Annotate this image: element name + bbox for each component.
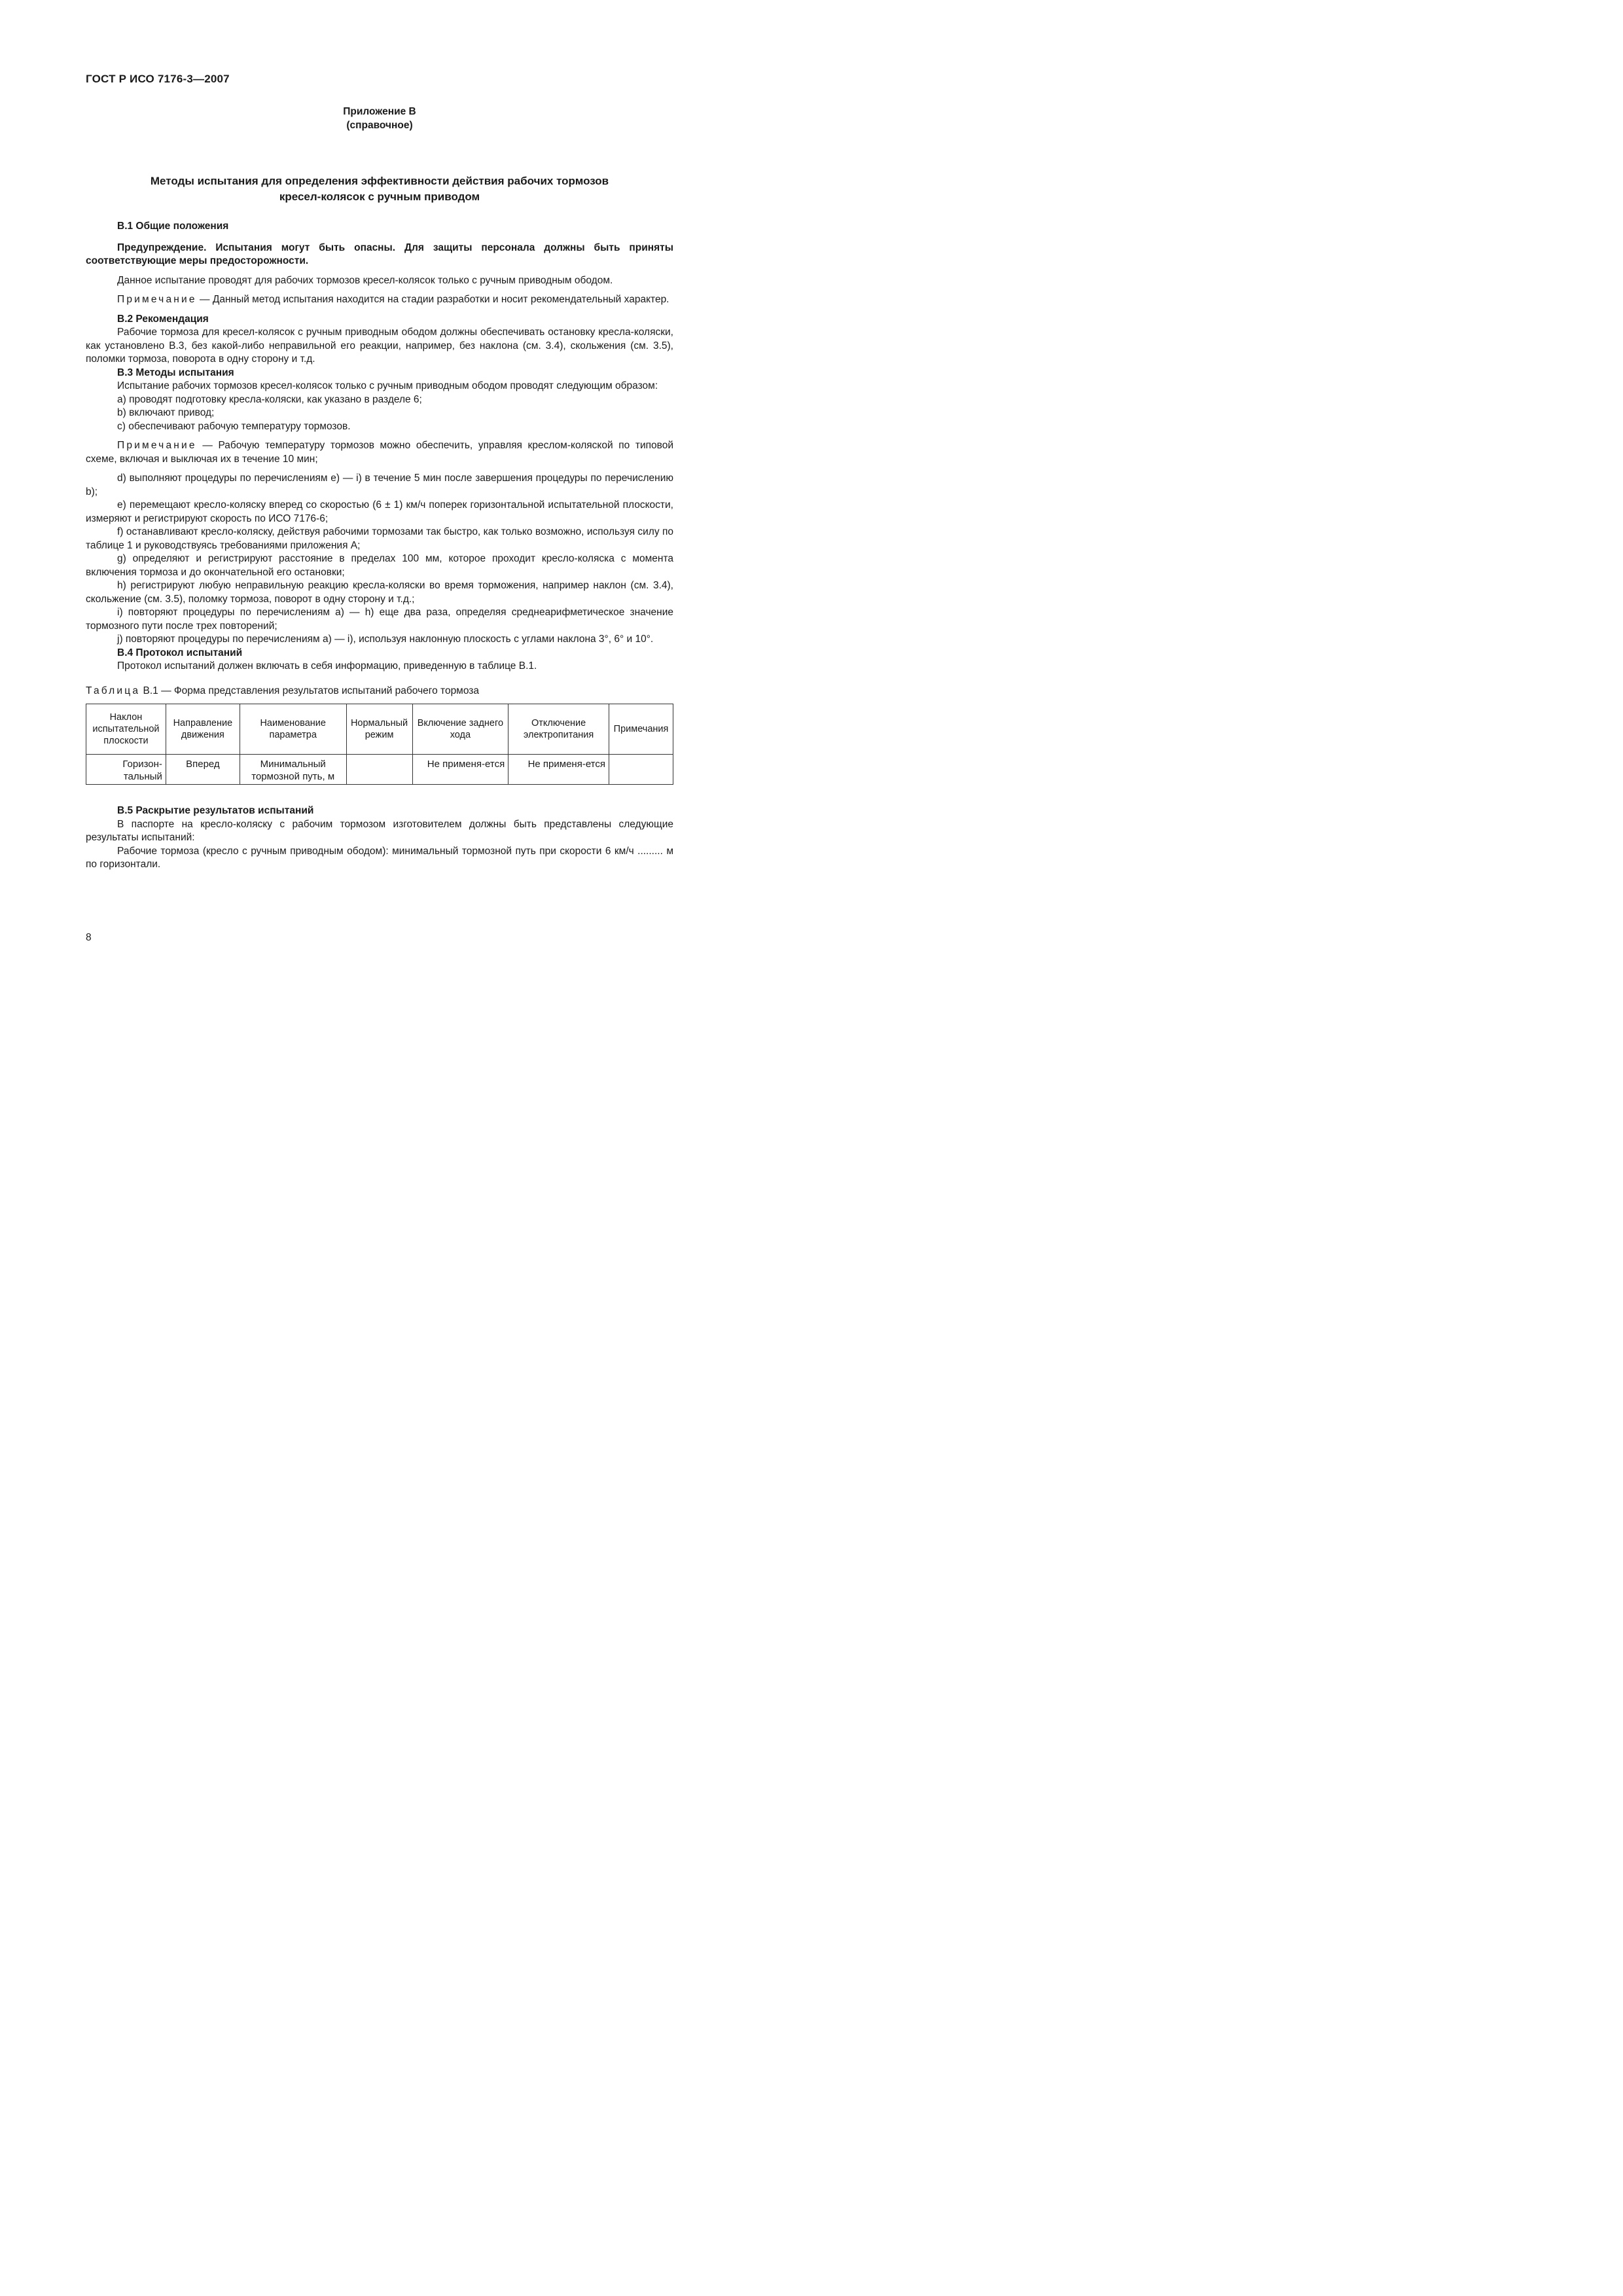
annex-title-line2: кресел-колясок с ручным приводом (279, 190, 480, 203)
table-header-cell: Нормальный режим (346, 704, 412, 755)
list-item-c: c) обеспечивают рабочую температуру тормозов. (117, 420, 351, 432)
note-label: Примечание (117, 294, 197, 305)
warning-paragraph: Предупреждение. Испытания могут быть опасны. Для защиты персонала должны быть приняты соответствующие меры предосторожности. (86, 242, 673, 266)
b3-note (86, 439, 673, 466)
table-header-cell: Направление движения (166, 704, 240, 755)
list-item-a: a) проводят подготовку кресла-коляски, как указано в разделе 6; (117, 393, 422, 405)
section-heading-b5: В.5 Раскрытие результатов испытаний (117, 805, 314, 816)
table-caption-label: Таблица (86, 685, 141, 696)
annex-label: Приложение В (343, 106, 416, 117)
section-heading-b4: В.4 Протокол испытаний (117, 647, 243, 658)
table-cell (346, 755, 412, 785)
annex-title-line1: Методы испытания для определения эффективности действия рабочих тормозов (150, 175, 609, 187)
section-heading-b3: В.3 Методы испытания (117, 367, 234, 378)
b1-note (86, 293, 673, 307)
table-header-cell: Примечания (609, 704, 673, 755)
table-cell: Не применя-ется (412, 755, 508, 785)
table-header-cell: Включение заднего хода (412, 704, 508, 755)
b3-intro: Испытание рабочих тормозов кресел-колясок только с ручным приводным ободом проводят следующим образом: (117, 380, 658, 391)
table-cell: Вперед (166, 755, 240, 785)
b1-text: Данное испытание проводят для рабочих тормозов кресел-колясок только с ручным приводным ободом. (117, 274, 613, 286)
table-row (86, 755, 673, 785)
b4-text: Протокол испытаний должен включать в себя информацию, приведенную в таблице В.1. (117, 660, 537, 672)
table-header-cell: Наклон испытательной плоскости (86, 704, 166, 755)
table-cell: Минимальный тормозной путь, м (240, 755, 346, 785)
list-item-d: d) выполняют процедуры по перечислениям е) — i) в течение 5 мин после завершения процедуры по перечислению b); (86, 473, 673, 497)
b5-text1: В паспорте на кресло-коляску с рабочим тормозом изготовителем должны быть представлены следующие результаты испытаний: (86, 818, 673, 843)
list-item-e: e) перемещают кресло-коляску вперед со скоростью (6 ± 1) км/ч поперек горизонтальной испытательной плоскости, измеряют и регистрируют скорость по ИСО 7176-6; (86, 499, 673, 524)
note-text: — Данный метод испытания находится на стадии разработки и носит рекомендательный характер. (196, 294, 669, 305)
list-item-h: h) регистрируют любую неправильную реакцию кресла-коляски во время торможения, например наклон (см. 3.4), скольжение (см. 3.5), поломку тормоза, поворот в одну сторону и т.д.; (86, 580, 673, 605)
table-cell: Не применя-ется (508, 755, 609, 785)
table-cell (609, 755, 673, 785)
list-item-j: j) повторяют процедуры по перечислениям а) — i), используя наклонную плоскость с углами наклона 3°, 6° и 10°. (117, 634, 654, 645)
note-text: — Рабочую температуру тормозов можно обеспечить, управляя креслом-коляской по типовой схеме, включая и выключая их в течение 10 мин; (86, 440, 673, 465)
annex-title (86, 173, 673, 205)
list-item-g: g) определяют и регистрируют расстояние в пределах 100 мм, которое проходит кресло-коляска с момента включения тормоза и до окончательной его остановки; (86, 553, 673, 578)
b2-text: Рабочие тормоза для кресел-колясок с ручным приводным ободом должны обеспечивать остановку кресла-коляски, как установлено В.3, без какой-либо неправильной его реакции, например, без наклона (см. 3.4), скольжения (см. 3.5), поломки тормоза, поворота в одну сторону и т.д. (86, 327, 673, 365)
section-heading-b2: В.2 Рекомендация (117, 313, 209, 325)
list-item-f: f) останавливают кресло-коляску, действуя рабочими тормозами так быстро, как только возможно, используя силу по таблице 1 и руководствуясь требованиями приложения А; (86, 526, 673, 551)
table-header-cell: Наименование параметра (240, 704, 346, 755)
list-item-b: b) включают привод; (117, 407, 215, 418)
table-header-row (86, 704, 673, 755)
document-body (86, 220, 673, 872)
table-header-cell: Отключение электропитания (508, 704, 609, 755)
b5-text2: Рабочие тормоза (кресло с ручным приводным ободом): минимальный тормозной путь при скорости 6 км/ч ......... м по горизонтали. (86, 845, 673, 870)
page-number: 8 (86, 932, 92, 943)
annex-type: (справочное) (346, 120, 413, 131)
table-caption (86, 685, 673, 698)
section-heading-b1: В.1 Общие положения (117, 221, 229, 232)
table-caption-text: В.1 — Форма представления результатов испытаний рабочего тормоза (140, 685, 480, 696)
standard-id: ГОСТ Р ИСО 7176-3—2007 (86, 73, 230, 85)
table-cell: Горизон-тальный (86, 755, 166, 785)
list-item-i: i) повторяют процедуры по перечислениям а) — h) еще два раза, определяя среднеарифметическое значение тормозного пути после трех повторений; (86, 607, 673, 632)
results-table (86, 704, 673, 785)
note-label: Примечание (117, 440, 197, 451)
annex-label-block (86, 105, 673, 132)
